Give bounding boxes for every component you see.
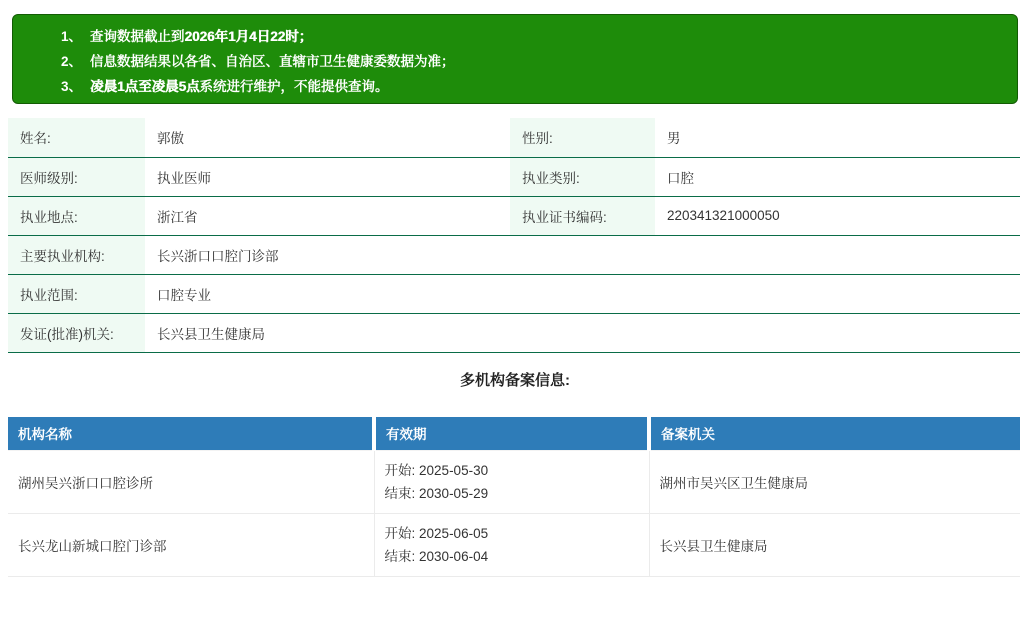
cell-institution-name: 长兴龙山新城口腔门诊部 (8, 514, 374, 577)
validity-start-label: 开始: (384, 526, 416, 541)
table-row (8, 118, 1020, 157)
cell-institution-name: 湖州吴兴浙口口腔诊所 (8, 451, 374, 514)
cell-validity-period (374, 451, 649, 514)
notice-line-3 (61, 78, 997, 95)
table-row (8, 157, 1020, 196)
field-label-gender: 性别: (510, 118, 655, 157)
validity-end (385, 482, 639, 505)
field-value-practice-scope: 口腔专业 (145, 274, 1020, 313)
table-row (8, 313, 1020, 352)
column-header-validity-period: 有效期 (374, 417, 649, 451)
notice-number: 3、 (61, 79, 83, 94)
cell-filing-authority: 湖州市吴兴区卫生健康局 (649, 451, 1020, 514)
notice-number: 1、 (61, 29, 83, 44)
validity-end-label: 结束: (384, 549, 416, 564)
multi-institution-heading: 多机构备案信息: (460, 371, 570, 389)
field-label-practice-location: 执业地点: (8, 196, 145, 235)
notice-text-strong: 凌晨1点至凌晨5点 (90, 79, 200, 94)
field-value-issuing-authority: 长兴县卫生健康局 (145, 313, 1020, 352)
validity-end-date: 2030-05-29 (419, 486, 489, 501)
field-label-issuing-authority: 发证(批准)机关: (8, 313, 145, 352)
table-row (8, 196, 1020, 235)
column-header-filing-authority: 备案机关 (649, 417, 1020, 451)
field-value-practice-location: 浙江省 (145, 196, 510, 235)
notice-line-1 (61, 28, 997, 45)
filing-table (8, 417, 1020, 578)
field-value-name: 郭傲 (145, 118, 510, 157)
field-label-main-institution: 主要执业机构: (8, 235, 145, 274)
validity-start-date: 2025-06-05 (419, 526, 489, 541)
table-row (8, 235, 1020, 274)
notice-line-2 (61, 53, 997, 70)
notice-text: 查询数据截止到 (90, 29, 185, 44)
field-value-main-institution: 长兴浙口口腔门诊部 (145, 235, 1020, 274)
field-label-doctor-level: 医师级别: (8, 157, 145, 196)
field-label-practice-scope: 执业范围: (8, 274, 145, 313)
cell-filing-authority: 长兴县卫生健康局 (649, 514, 1020, 577)
validity-end-label: 结束: (384, 486, 416, 501)
field-label-certificate-number: 执业证书编码: (510, 196, 655, 235)
table-row (8, 514, 1020, 577)
validity-start (385, 459, 639, 482)
table-row (8, 274, 1020, 313)
notice-text: 信息数据结果以各省、自治区、直辖市卫生健康委数据为准； (90, 54, 455, 69)
validity-start-label: 开始: (384, 463, 416, 478)
table-row (8, 451, 1020, 514)
validity-start (385, 522, 639, 545)
doctor-info-table (8, 118, 1020, 353)
validity-start-date: 2025-05-30 (419, 463, 489, 478)
notice-text: 系统进行维护，不能提供查询。 (199, 79, 389, 94)
field-value-practice-category: 口腔 (655, 157, 1020, 196)
notice-banner (12, 14, 1018, 104)
column-header-institution-name: 机构名称 (8, 417, 374, 451)
field-label-practice-category: 执业类别: (510, 157, 655, 196)
notice-number: 2、 (61, 54, 83, 69)
field-value-certificate-number: 220341321000050 (655, 196, 1020, 235)
notice-text-strong: 2026年1月4日22时； (184, 29, 313, 44)
cell-validity-period (374, 514, 649, 577)
field-value-doctor-level: 执业医师 (145, 157, 510, 196)
field-label-name: 姓名: (8, 118, 145, 157)
validity-end (385, 545, 639, 568)
field-value-gender: 男 (655, 118, 1020, 157)
filing-table-header-row (8, 417, 1020, 451)
validity-end-date: 2030-06-04 (419, 549, 489, 564)
